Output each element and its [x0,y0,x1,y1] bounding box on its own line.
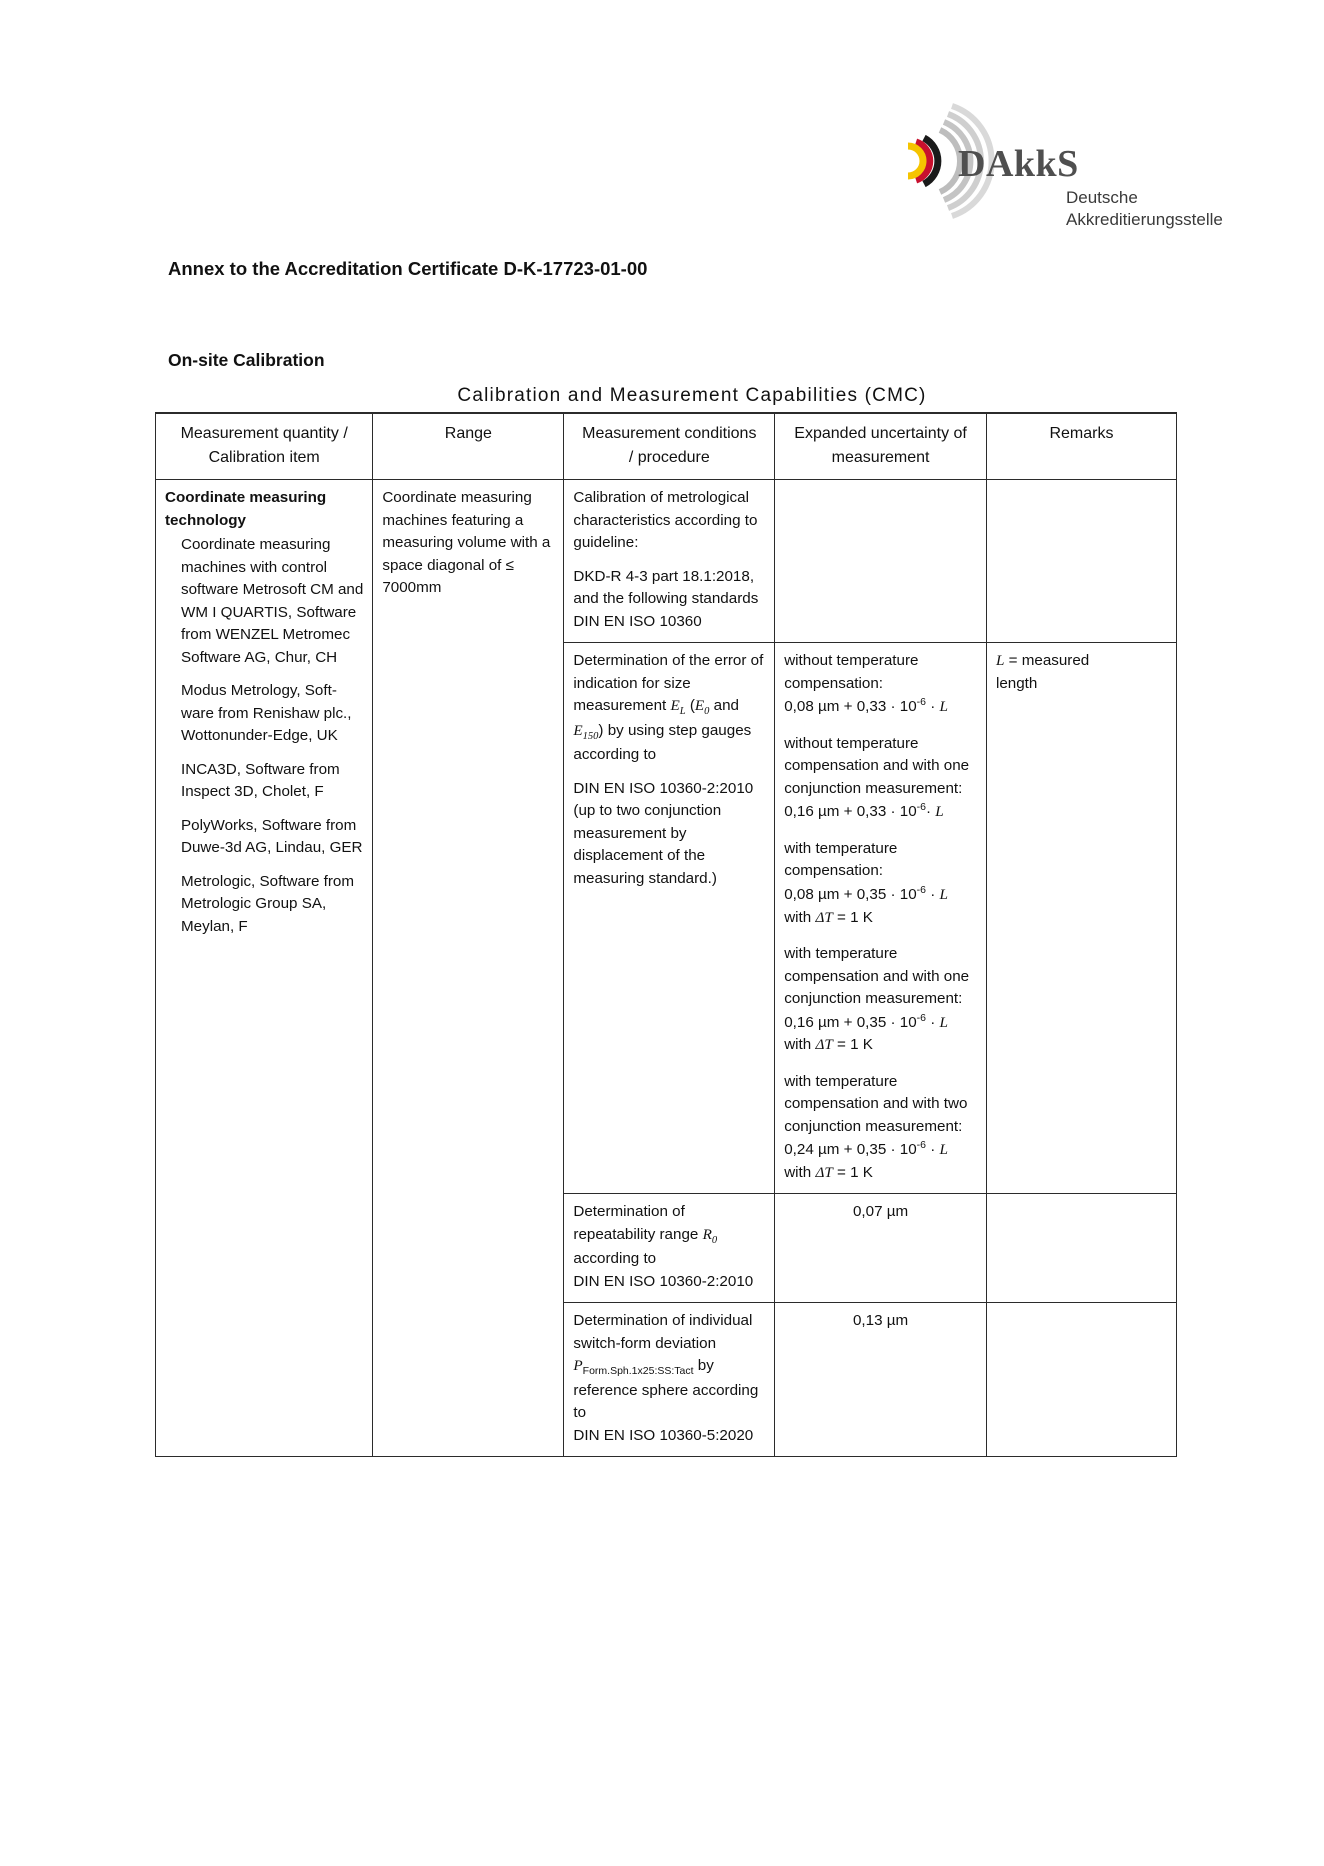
conditions-line: DKD-R 4-3 part 18.1:2018, and the following standards [573,567,759,608]
column-header-uncertainty [775,413,987,480]
uncertainty-value: 0,08 $\mu m + 0,35 \cdot 10^{-6} \cdot L$ [784,883,948,904]
symbol-delta-t: ΔT [815,908,833,926]
conditions-line: DIN EN ISO 10360 [573,612,702,630]
symbol-e0: E [694,697,705,715]
cmc-table [155,412,1177,1457]
symbol-e0-sub: 0 [704,706,710,718]
conditions-line: (up to two conjunction measurement by displacement of the measuring standard.) [573,802,722,887]
uncertainty-extra: with ΔT = 1 K [784,1036,873,1054]
column-header-line1: Measurement conditions [582,425,757,442]
section-title: On-site Calibration [168,350,325,370]
uncertainty-text: 0,13 µm [852,1312,909,1330]
category-text: Coordinate measuring technology [165,489,327,529]
spacer [784,719,977,733]
column-header-remarks [986,413,1176,480]
symbol-el: E [670,697,680,715]
uncertainty-extra: with ΔT = 1 K [784,1163,873,1181]
remarks-line: length [995,674,1038,692]
exponent: -6 [916,696,927,709]
item-paragraph: INCA3D, Software from Inspect 3D, Cholet, F [181,760,340,801]
cell-remarks [986,1303,1176,1457]
column-header-line1: Measurement quantity / [180,425,348,442]
symbol-e150: E [573,721,583,739]
uncertainty-label: without temperature compensation and with one conjunction measurement: [784,734,970,797]
cell-range [373,480,564,1457]
column-header-line1: Expanded uncertainty of [794,425,967,442]
exponent: -6 [916,1011,927,1024]
uncertainty-label: without temperature compensation: [784,652,919,692]
category-label [165,487,363,534]
table-body [156,480,1177,1457]
uncertainty-label: with temperature compensation and with one conjunction measurement: [784,945,970,1008]
item-paragraph: Coordinate measuring machines with control software Metrosoft CM and WM I QUARTIS, Software from WENZEL Metromec Software AG, Chur, CH [181,536,364,666]
conditions-line: Determination of repeatability range $R_0$ according to [573,1203,718,1268]
exponent: -6 [916,801,927,814]
conditions-line: DIN EN ISO 10360-2:2010 [573,779,754,797]
item-list [165,534,363,938]
cell-uncertainty [775,480,987,643]
item-paragraph: PolyWorks, Software from Duwe-3d AG, Lindau, GER [181,816,363,857]
annex-title: Annex to the Accreditation Certificate D-K-17723-01-00 [168,258,648,279]
conditions-line: Determination of the error of indication for size measurement $E_L$ ($E_0$ and $E_{150}$) by using step gauges according to [573,652,764,764]
cell-uncertainty [775,643,987,1194]
uncertainty-value: 0,08 $\mu m + 0,33 \cdot 10^{-6} \cdot L$ [784,696,948,716]
symbol-l: L [939,886,948,904]
uncertainty-value: 0,24 $\mu m + 0,35 \cdot 10^{-6} \cdot L$ [784,1139,948,1159]
symbol-delta-t: ΔT [815,1036,833,1054]
uncertainty-value: 0,16 $\mu m + 0,33 \cdot 10^{-6}\cdot L$ [784,801,944,821]
spacer [784,929,977,943]
uncertainty-block [784,838,977,929]
conditions-line: DIN EN ISO 10360-2:2010 [573,1272,754,1290]
table-header [156,413,1177,480]
item-paragraph: Modus Metrology, Soft-ware from Renishaw plc., Wottonunder-Edge, UK [181,682,352,745]
column-header-range-label: Range [444,425,492,442]
column-header-range [373,413,564,480]
spacer [784,1057,977,1071]
range-text: Coordinate measuring machines featuring a measuring volume with a space diagonal of ≤ 7000mm [382,489,551,597]
column-header-conditions [564,413,775,480]
spacer [784,824,977,838]
column-header-line2: / procedure [628,448,710,466]
uncertainty-value: 0,16 $\mu m + 0,35 \cdot 10^{-6} \cdot L$ [784,1011,948,1031]
cell-conditions [564,643,775,1194]
table-header-row [156,413,1177,480]
cell-conditions [564,480,775,643]
conditions-line: Calibration of metrological characteristics according to guideline: [573,489,758,552]
cell-uncertainty [775,1194,987,1303]
symbol-p: P [573,1357,583,1375]
remarks-line: L = measured [995,652,1090,670]
uncertainty-block [784,733,977,824]
logo-subtitle-line2: Akkreditierungsstelle [1066,210,1223,229]
dakks-logo [880,96,1240,246]
symbol-l: L [995,652,1005,670]
column-header-line2: Calibration item [208,448,320,466]
cell-measurement-quantity [156,480,373,1457]
symbol-l: L [939,698,948,716]
item-paragraph: Metrologic, Software from Metrologic Group SA, Meylan, F [181,872,355,935]
table-row [156,480,1177,643]
symbol-l: L [939,1141,948,1159]
uncertainty-extra: with ΔT = 1 K [784,908,873,926]
symbol-e150-sub: 150 [582,730,599,742]
symbol-delta-t: ΔT [815,1163,833,1181]
conditions-line: Determination of individual switch-form deviation $P_{Form.Sph.1x25:SS:Tact}$ by reference sphere according to [573,1312,759,1422]
uncertainty-block [784,1071,977,1185]
exponent: -6 [916,883,927,896]
table-title: Calibration and Measurement Capabilities (CMC) [457,385,927,406]
symbol-r0-sub: 0 [711,1234,718,1246]
uncertainty-label: with temperature compensation: [784,839,898,880]
uncertainty-block [784,650,977,719]
column-header-remarks-label: Remarks [1049,425,1114,442]
symbol-r0: R [702,1225,712,1243]
cell-conditions [564,1303,775,1457]
symbol-el-sub: L [679,706,686,718]
logo-wordmark: DAkkS [958,143,1079,185]
cell-uncertainty [775,1303,987,1457]
cell-remarks [986,480,1176,643]
uncertainty-label: with temperature compensation and with two conjunction measurement: [784,1072,968,1135]
exponent: -6 [916,1139,927,1152]
symbol-l: L [935,803,944,821]
column-header-line2: measurement [831,448,930,466]
column-header-measurement-quantity [156,413,373,480]
symbol-l: L [939,1013,948,1031]
uncertainty-text: 0,07 µm [852,1203,909,1221]
conditions-line: DIN EN ISO 10360-5:2020 [573,1426,754,1444]
logo-subtitle-line1: Deutsche [1066,188,1138,207]
uncertainty-block [784,943,977,1057]
cell-conditions [564,1194,775,1303]
cell-remarks [986,643,1176,1194]
symbol-p-sub: Form.Sph.1x25:SS:Tact [582,1365,694,1378]
cell-remarks [986,1194,1176,1303]
